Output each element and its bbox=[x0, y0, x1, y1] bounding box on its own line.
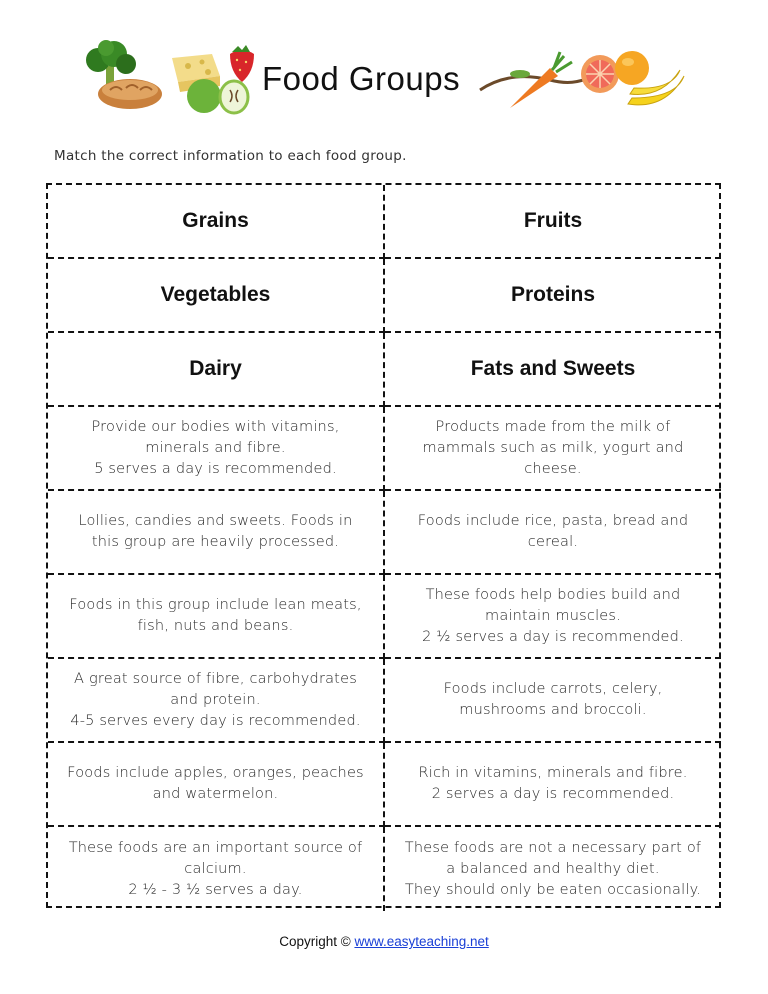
strawberry-icon bbox=[230, 45, 254, 82]
description-card: Lollies, candies and sweets. Foods in this group are heavily processed. bbox=[48, 491, 385, 575]
group-card-fruits: Fruits bbox=[385, 185, 721, 259]
description-card: Products made from the milk of mammals such as milk, yogurt and cheese. bbox=[385, 407, 721, 491]
carrot-icon bbox=[510, 52, 572, 108]
grapefruit-icon bbox=[581, 55, 619, 93]
description-card: Foods in this group include lean meats, fish, nuts and beans. bbox=[48, 575, 385, 659]
website-link[interactable]: www.easyteaching.net bbox=[354, 934, 489, 949]
description-card: Provide our bodies with vitamins, minerals and fibre. 5 serves a day is recommended. bbox=[48, 407, 385, 491]
group-card-vegetables: Vegetables bbox=[48, 259, 385, 333]
description-card: Foods include carrots, celery, mushrooms and broccoli. bbox=[385, 659, 721, 743]
description-card: These foods are an important source of calcium. 2 ½ - 3 ½ serves a day. bbox=[48, 827, 385, 911]
card-grid bbox=[46, 183, 721, 908]
bread-icon bbox=[98, 79, 162, 109]
group-card-dairy: Dairy bbox=[48, 333, 385, 407]
group-card-fats-sweets: Fats and Sweets bbox=[385, 333, 721, 407]
description-card: Rich in vitamins, minerals and fibre. 2 serves a day is recommended. bbox=[385, 743, 721, 827]
description-card: Foods include rice, pasta, bread and cereal. bbox=[385, 491, 721, 575]
group-card-proteins: Proteins bbox=[385, 259, 721, 333]
orange-icon bbox=[615, 51, 649, 85]
instructions-text: Match the correct information to each food group. bbox=[54, 148, 407, 164]
page-title: Food Groups bbox=[262, 60, 461, 97]
header-banner bbox=[80, 40, 700, 116]
group-card-grains: Grains bbox=[48, 185, 385, 259]
description-card: Foods include apples, oranges, peaches and watermelon. bbox=[48, 743, 385, 827]
footer bbox=[0, 934, 768, 949]
description-card: A great source of fibre, carbohydrates and protein. 4-5 serves every day is recommended. bbox=[48, 659, 385, 743]
description-card: These foods help bodies build and maintain muscles. 2 ½ serves a day is recommended. bbox=[385, 575, 721, 659]
copyright-text: Copyright © bbox=[279, 934, 351, 949]
description-card: These foods are not a necessary part of a balanced and healthy diet. They should only be eaten occasionally. bbox=[404, 839, 702, 898]
